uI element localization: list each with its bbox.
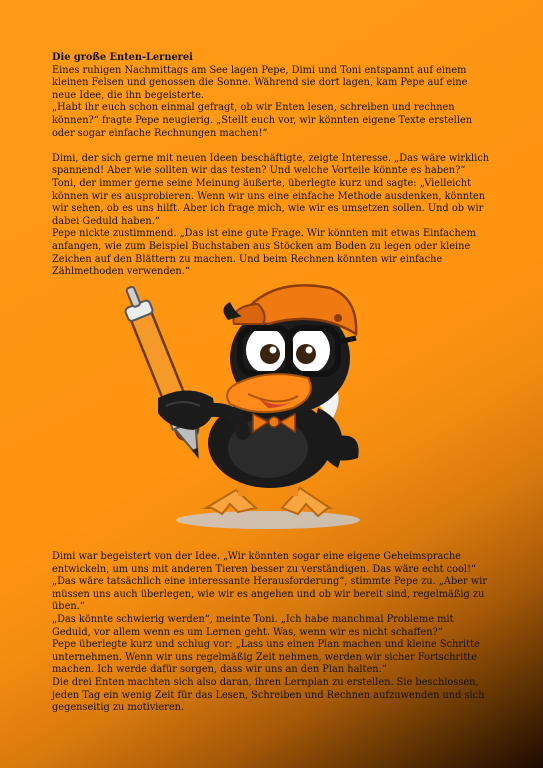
story-paragraph: „Habt ihr euch schon einmal gefragt, ob wir Enten lesen, schreiben und rechnen können?“ fragte Pepe neugierig. „Stellt euch vor, wir könnten eigene Texte erstellen oder sogar einfache Rechnungen machen!“ — [52, 102, 473, 139]
story-paragraph: Eines ruhigen Nachmittags am See lagen Pepe, Dimi und Toni entspannt auf einem kleinen Felsen und genossen die Sonne. Während sie dort lagen, kam Pepe auf eine neue Idee, die ihn begeisterte. — [52, 64, 468, 101]
story-paragraph: Toni, der immer gerne seine Meinung äußerte, überlegte kurz und sagte: „Vielleicht können wir es ausprobieren. Wenn wir uns eine einfache Methode ausdenken, könnten wir sehen, ob es uns hilft. Aber ich frage mich, wie wir es umsetzen sollen. Und ob wir dabei Geduld haben.“ — [52, 177, 486, 227]
story-paragraph: Die drei Enten machten sich also daran, ihren Lernplan zu erstellen. Sie beschlossen, jeden Tag ein wenig Zeit für das Lesen, Schreiben und Rechnen aufzuwenden und sich gegenseitig zu motivieren. — [52, 676, 485, 714]
story-title: Die große Enten-Lernerei — [52, 52, 193, 63]
story-paragraph: Pepe überlegte kurz und schlug vor: „Lass uns einen Plan machen und kleine Schritte unternehmen. Wenn wir uns regelmäßig Zeit nehmen, werden wir sicher Fortschritte machen. Ich werde dafür sorgen, dass wir uns an den Plan halten.“ — [52, 639, 480, 676]
story-bottom-text — [52, 551, 492, 715]
story-top-text — [52, 52, 492, 279]
story-paragraph: Pepe nickte zustimmend. „Das ist eine gute Frage. Wir könnten mit etwas Einfachem anfangen, wie zum Beispiel Buchstaben aus Stöcken am Boden zu legen oder kleine Zeichen auf den Blättern zu machen. Und beim Rechnen könnten wir einfache Zählmethoden verwenden.“ — [52, 228, 476, 278]
story-paragraph: „Das könnte schwierig werden“, meinte Toni. „Ich habe manchmal Probleme mit Geduld, vor allem wenn es um Lernen geht. Was, wenn wir es nicht schaffen?“ — [52, 613, 454, 638]
story-page — [52, 52, 492, 279]
story-paragraph: Dimi war begeistert von der Idee. „Wir könnten sogar eine eigene Geheimsprache entwickeln, um uns mit anderen Tieren besser zu verständigen. Das wäre echt cool!“ — [52, 551, 477, 575]
story-paragraph: Dimi, der sich gerne mit neuen Ideen beschäftigte, zeigte Interesse. „Das wäre wirklich spannend! Aber wie sollten wir das testen? Und welche Vorteile könnte es haben?“ — [52, 152, 490, 177]
story-paragraph: „Das wäre tatsächlich eine interessante Herausforderung“, stimmte Pepe zu. „Aber wir müssen uns auch überlegen, wie wir es angehen und ob wir bereit sind, regelmäßig zu üben.“ — [52, 576, 488, 613]
duck-with-glasses-and-pen-icon — [118, 258, 418, 538]
paragraph-gap — [52, 140, 492, 153]
